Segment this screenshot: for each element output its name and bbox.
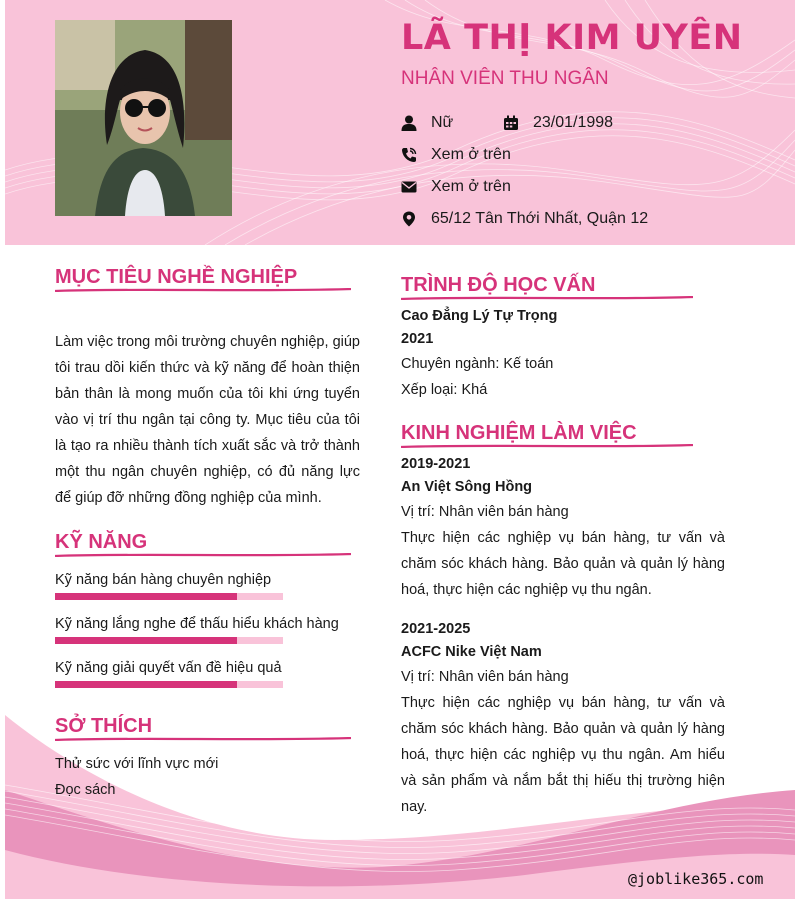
skill-label-1: Kỹ năng bán hàng chuyên nghiệp	[55, 572, 272, 588]
person-icon	[401, 115, 417, 131]
hobby-item-1: Thử sức với lĩnh vực mới	[55, 756, 219, 772]
skill-bar-fill-2	[55, 637, 237, 644]
phone-value: Xem ở trên	[431, 146, 511, 163]
candidate-name: LÃ THỊ KIM UYÊN	[401, 18, 743, 58]
education-major: Chuyên ngành: Kế toán	[401, 356, 554, 372]
experience-underline	[401, 444, 693, 448]
skill-label-2: Kỹ năng lắng nghe để thấu hiểu khách hàng	[55, 616, 339, 632]
skill-label-3: Kỹ năng giải quyết vấn đề hiệu quả	[55, 660, 282, 676]
job-2-company: ACFC Nike Việt Nam	[401, 644, 542, 660]
resume-page	[5, 0, 795, 899]
skill-bar-3	[55, 681, 283, 688]
birthdate-row	[503, 114, 613, 132]
hobbies-title: SỞ THÍCH	[55, 715, 153, 737]
profile-photo	[55, 20, 232, 216]
candidate-role: NHÂN VIÊN THU NGÂN	[401, 68, 609, 89]
job-1-position: Vị trí: Nhân viên bán hàng	[401, 504, 569, 520]
job-1-company: An Việt Sông Hồng	[401, 479, 533, 495]
birthdate-value: 23/01/1998	[533, 114, 614, 131]
phone-row	[401, 146, 511, 164]
education-year: 2021	[401, 331, 434, 347]
phone-icon	[401, 147, 417, 163]
experience-title: KINH NGHIỆM LÀM VIỆC	[401, 422, 637, 444]
resume-header	[5, 0, 795, 245]
email-value: Xem ở trên	[431, 178, 511, 195]
skill-bar-1	[55, 593, 283, 600]
skills-title: KỸ NĂNG	[55, 531, 148, 553]
education-grade: Xếp loại: Khá	[401, 382, 488, 398]
email-row	[401, 178, 511, 196]
address-value: 65/12 Tân Thới Nhất, Quận 12	[431, 210, 649, 227]
objective-text: Làm việc trong môi trường chuyên nghiệp, giúp tôi trau dồi kiến thức và kỹ năng để hoàn thiện bản thân là mong muốn của tôi khi ứng tuyển vào vị trí thu ngân tại công ty. Mục tiêu của tôi là tạo ra nhiều thành tích xuất sắc và trở thành một thu ngân chuyên nghiệp, có đủ năng lực để giúp đỡ những đồng nghiệp của mình.	[55, 334, 360, 506]
mail-icon	[401, 179, 417, 195]
education-underline	[401, 296, 693, 300]
hobbies-underline	[55, 737, 351, 741]
education-school: Cao Đẳng Lý Tự Trọng	[401, 308, 558, 324]
address-row	[401, 210, 648, 228]
location-icon	[401, 211, 417, 227]
job-2-position: Vị trí: Nhân viên bán hàng	[401, 669, 569, 685]
job-2-description: Thực hiện các nghiệp vụ bán hàng, tư vấn và chăm sóc khách hàng. Bảo quản và quản lý hàng hoá, thực hiện các nghiệp vụ thu ngân. Am hiểu và sản phẩm và nắm bắt thị hiếu thị trường hiện nay.	[401, 695, 725, 815]
gender-row	[401, 114, 453, 132]
job-1-period: 2019-2021	[401, 456, 471, 472]
skills-underline	[55, 553, 351, 557]
education-title: TRÌNH ĐỘ HỌC VẤN	[401, 274, 596, 296]
objective-underline	[55, 288, 351, 292]
skill-bar-fill-1	[55, 593, 237, 600]
calendar-icon	[503, 115, 519, 131]
watermark-text: @joblike365.com	[628, 870, 764, 888]
hobby-item-2: Đọc sách	[55, 782, 116, 798]
skill-bar-2	[55, 637, 283, 644]
skill-bar-fill-3	[55, 681, 237, 688]
objective-title: MỤC TIÊU NGHỀ NGHIỆP	[55, 266, 298, 288]
job-1-description: Thực hiện các nghiệp vụ bán hàng, tư vấn và chăm sóc khách hàng. Bảo quản và quản lý hàng hoá, thực hiện các nghiệp vụ thu ngân.	[401, 530, 725, 598]
gender-value: Nữ	[431, 114, 454, 131]
job-2-period: 2021-2025	[401, 621, 471, 637]
